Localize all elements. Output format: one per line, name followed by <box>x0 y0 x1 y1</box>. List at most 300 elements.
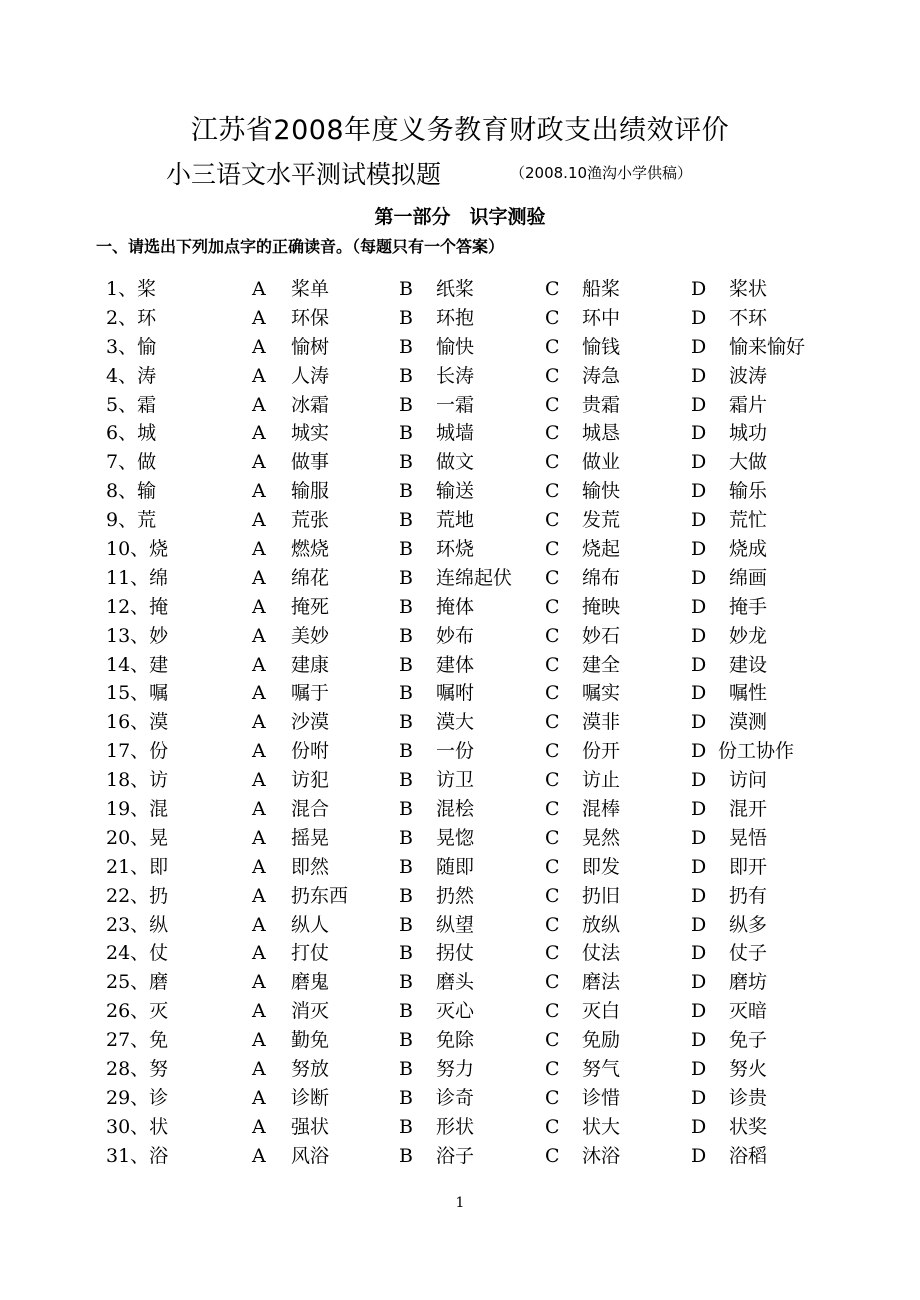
question-row <box>0 593 920 622</box>
option-text: 愉树 <box>291 335 330 358</box>
question-row <box>0 448 920 477</box>
question-label: 23、纵 <box>106 913 169 936</box>
option-text: 燃烧 <box>291 538 330 561</box>
question-label: 29、诊 <box>106 1086 169 1109</box>
option-text: 桨状 <box>729 278 768 300</box>
question-label: 3、愉 <box>106 335 157 358</box>
option-text: 磨头 <box>436 971 475 994</box>
option-text: 状大 <box>582 1115 621 1138</box>
question-row <box>0 622 920 651</box>
option-letter: B <box>399 1144 413 1167</box>
option-letter: D <box>691 566 707 589</box>
option-letter: B <box>399 595 413 618</box>
option-letter: B <box>399 826 413 849</box>
option-letter: A <box>252 711 266 734</box>
question-label: 28、努 <box>106 1058 169 1081</box>
option-letter: D <box>691 711 707 734</box>
option-text: 磨法 <box>582 971 621 994</box>
question-label: 30、状 <box>106 1115 169 1138</box>
option-text: 即开 <box>729 855 768 878</box>
question-label: 21、即 <box>106 855 169 878</box>
option-text: 人涛 <box>291 364 330 387</box>
option-text: 掩手 <box>729 595 768 618</box>
option-text: 漠非 <box>582 711 621 734</box>
option-letter: B <box>399 393 413 416</box>
question-label: 12、掩 <box>106 595 169 618</box>
question-label: 9、荒 <box>106 509 157 532</box>
option-text: 不环 <box>729 306 768 329</box>
option-text: 愉来愉好 <box>729 335 806 358</box>
option-text: 荒张 <box>291 509 330 532</box>
option-letter: D <box>691 682 707 705</box>
document-subtitle: 小三语文水平测试模拟题 <box>166 160 442 189</box>
question-label: 15、嘱 <box>106 682 169 705</box>
option-text: 长涛 <box>436 364 475 387</box>
option-text: 份工协作 <box>718 740 795 763</box>
option-letter: D <box>691 624 707 647</box>
option-text: 访卫 <box>436 769 475 792</box>
option-letter: B <box>399 306 413 329</box>
option-letter: D <box>691 509 707 532</box>
question-row <box>0 651 920 680</box>
option-text: 免子 <box>729 1029 768 1052</box>
option-letter: A <box>252 509 266 532</box>
question-label: 24、仗 <box>106 942 169 965</box>
question-row <box>0 679 920 708</box>
option-text: 摇晃 <box>291 826 330 849</box>
option-letter: D <box>691 798 707 821</box>
option-text: 份咐 <box>291 740 330 763</box>
option-letter: D <box>691 826 707 849</box>
option-letter: B <box>399 509 413 532</box>
option-letter: A <box>252 480 266 503</box>
option-letter: C <box>545 711 560 734</box>
option-text: 建设 <box>729 653 768 676</box>
option-letter: A <box>252 1000 266 1023</box>
option-letter: B <box>399 1115 413 1138</box>
option-text: 免励 <box>582 1029 621 1052</box>
option-text: 强状 <box>291 1115 330 1138</box>
question-row <box>0 477 920 506</box>
option-letter: C <box>545 451 560 474</box>
option-letter: C <box>545 1115 560 1138</box>
option-text: 荒忙 <box>729 509 768 532</box>
option-text: 漠测 <box>729 711 768 734</box>
option-text: 诊奇 <box>436 1086 475 1109</box>
question-row <box>0 275 920 304</box>
option-text: 访问 <box>729 769 768 792</box>
option-text: 输乐 <box>729 480 768 503</box>
option-text: 连绵起伏 <box>436 566 513 589</box>
option-letter: C <box>545 826 560 849</box>
option-letter: A <box>252 913 266 936</box>
option-letter: D <box>691 451 707 474</box>
option-text: 绵布 <box>582 566 621 589</box>
option-text: 晃惚 <box>436 826 475 849</box>
option-letter: D <box>691 942 707 965</box>
question-row <box>0 564 920 593</box>
question-label: 14、建 <box>106 653 169 676</box>
option-letter: C <box>545 682 560 705</box>
option-letter: A <box>252 1086 266 1109</box>
option-letter: D <box>691 740 707 763</box>
option-text: 荒地 <box>436 509 475 532</box>
question-label: 2、环 <box>106 306 157 329</box>
option-letter: B <box>399 884 413 907</box>
option-letter: A <box>252 306 266 329</box>
option-text: 纸桨 <box>436 278 475 300</box>
option-text: 风浴 <box>291 1144 330 1167</box>
option-letter: D <box>691 1086 707 1109</box>
question-row <box>0 882 920 911</box>
question-label: 25、磨 <box>106 971 169 994</box>
option-text: 做事 <box>291 451 330 474</box>
option-text: 努气 <box>582 1058 621 1081</box>
option-text: 一霜 <box>436 393 475 416</box>
option-text: 冰霜 <box>291 393 330 416</box>
option-text: 做业 <box>582 451 621 474</box>
option-text: 访止 <box>582 769 621 792</box>
option-letter: B <box>399 1029 413 1052</box>
option-letter: C <box>545 595 560 618</box>
option-letter: A <box>252 826 266 849</box>
option-text: 嘱咐 <box>436 682 475 705</box>
option-text: 环烧 <box>436 538 475 561</box>
option-letter: C <box>545 1000 560 1023</box>
option-letter: A <box>252 566 266 589</box>
question-row <box>0 362 920 391</box>
option-text: 贵霜 <box>582 393 621 416</box>
option-letter: C <box>545 364 560 387</box>
option-letter: B <box>399 538 413 561</box>
option-letter: C <box>545 653 560 676</box>
option-text: 城功 <box>729 422 768 445</box>
question-row <box>0 1026 920 1055</box>
option-text: 努火 <box>729 1058 768 1081</box>
question-row <box>0 304 920 333</box>
option-letter: A <box>252 624 266 647</box>
source-note: （2008.10渔沟小学供稿） <box>510 164 693 182</box>
option-letter: C <box>545 278 560 300</box>
option-letter: D <box>691 1058 707 1081</box>
option-letter: A <box>252 422 266 445</box>
option-text: 嘱于 <box>291 682 330 705</box>
option-letter: C <box>545 624 560 647</box>
option-text: 桨单 <box>291 278 330 300</box>
question-row <box>0 1142 920 1171</box>
option-letter: B <box>399 1058 413 1081</box>
option-text: 城实 <box>291 422 330 445</box>
option-letter: D <box>691 913 707 936</box>
option-letter: B <box>399 422 413 445</box>
question-list <box>0 275 920 1171</box>
option-letter: C <box>545 538 560 561</box>
option-letter: B <box>399 971 413 994</box>
option-text: 扔东西 <box>291 884 349 907</box>
option-letter: C <box>545 1086 560 1109</box>
option-text: 扔有 <box>729 884 768 907</box>
option-text: 嘱实 <box>582 682 621 705</box>
option-text: 晃然 <box>582 826 621 849</box>
question-row <box>0 535 920 564</box>
question-row <box>0 911 920 940</box>
option-text: 诊惜 <box>582 1086 621 1109</box>
option-letter: A <box>252 798 266 821</box>
question-label: 22、扔 <box>106 884 169 907</box>
part-title: 第一部分 识字测验 <box>374 206 546 228</box>
option-text: 努放 <box>291 1058 330 1081</box>
option-text: 灭暗 <box>729 1000 768 1023</box>
option-letter: C <box>545 855 560 878</box>
option-text: 输服 <box>291 480 330 503</box>
question-row <box>0 824 920 853</box>
option-text: 即然 <box>291 855 330 878</box>
option-letter: A <box>252 1144 266 1167</box>
option-text: 随即 <box>436 855 475 878</box>
option-text: 勤免 <box>291 1029 330 1052</box>
option-letter: C <box>545 422 560 445</box>
option-letter: A <box>252 653 266 676</box>
option-text: 建康 <box>291 653 330 676</box>
question-label: 13、妙 <box>106 624 169 647</box>
option-text: 大做 <box>729 451 768 474</box>
option-text: 妙布 <box>436 624 475 647</box>
option-text: 混棒 <box>582 798 621 821</box>
option-letter: C <box>545 740 560 763</box>
question-row <box>0 1084 920 1113</box>
option-letter: D <box>691 335 707 358</box>
option-text: 磨坊 <box>729 971 768 994</box>
option-letter: C <box>545 566 560 589</box>
question-label: 7、做 <box>106 451 157 474</box>
option-text: 形状 <box>436 1115 475 1138</box>
question-row <box>0 968 920 997</box>
question-row <box>0 853 920 882</box>
option-text: 一份 <box>436 740 475 763</box>
option-letter: D <box>691 364 707 387</box>
option-text: 美妙 <box>291 624 330 647</box>
question-label: 6、城 <box>106 422 157 445</box>
option-letter: D <box>691 1000 707 1023</box>
question-row <box>0 419 920 448</box>
option-letter: A <box>252 538 266 561</box>
question-label: 20、晃 <box>106 826 169 849</box>
option-letter: C <box>545 769 560 792</box>
question-row <box>0 1055 920 1084</box>
option-text: 烧起 <box>582 538 621 561</box>
option-letter: C <box>545 509 560 532</box>
option-letter: A <box>252 740 266 763</box>
question-label: 11、绵 <box>106 566 169 589</box>
option-text: 愉快 <box>436 335 475 358</box>
option-letter: A <box>252 393 266 416</box>
option-letter: A <box>252 278 266 300</box>
option-text: 发荒 <box>582 509 621 532</box>
option-text: 打仗 <box>291 942 330 965</box>
option-text: 混合 <box>291 798 330 821</box>
option-letter: D <box>691 855 707 878</box>
option-letter: D <box>691 595 707 618</box>
option-letter: B <box>399 566 413 589</box>
option-letter: A <box>252 769 266 792</box>
option-text: 份开 <box>582 740 621 763</box>
option-letter: B <box>399 682 413 705</box>
option-text: 状奖 <box>729 1115 768 1138</box>
option-text: 访犯 <box>291 769 330 792</box>
option-letter: B <box>399 913 413 936</box>
option-text: 纵望 <box>436 913 475 936</box>
option-text: 磨鬼 <box>291 971 330 994</box>
option-letter: B <box>399 335 413 358</box>
option-letter: B <box>399 711 413 734</box>
option-text: 掩死 <box>291 595 330 618</box>
option-text: 嘱性 <box>729 682 768 705</box>
option-letter: A <box>252 1115 266 1138</box>
option-letter: A <box>252 884 266 907</box>
option-text: 漠大 <box>436 711 475 734</box>
option-text: 输快 <box>582 480 621 503</box>
option-text: 诊贵 <box>729 1086 768 1109</box>
document-title: 江苏省2008年度义务教育财政支出绩效评价 <box>190 115 730 146</box>
option-letter: A <box>252 971 266 994</box>
option-text: 绵花 <box>291 566 330 589</box>
option-text: 消灭 <box>291 1000 330 1023</box>
question-label: 16、漠 <box>106 711 169 734</box>
option-letter: D <box>691 422 707 445</box>
question-row <box>0 939 920 968</box>
option-text: 环中 <box>582 306 621 329</box>
option-text: 烧成 <box>729 538 768 561</box>
option-letter: A <box>252 682 266 705</box>
option-letter: A <box>252 364 266 387</box>
option-letter: C <box>545 1144 560 1167</box>
option-letter: D <box>691 1115 707 1138</box>
option-text: 纵多 <box>729 913 768 936</box>
option-letter: C <box>545 971 560 994</box>
option-letter: D <box>691 1144 707 1167</box>
option-text: 掩体 <box>436 595 475 618</box>
question-label: 5、霜 <box>106 393 157 416</box>
option-text: 妙石 <box>582 624 621 647</box>
option-letter: C <box>545 1058 560 1081</box>
option-text: 霜片 <box>729 393 768 416</box>
question-row <box>0 391 920 420</box>
option-letter: B <box>399 364 413 387</box>
option-text: 城恳 <box>582 422 621 445</box>
question-row <box>0 333 920 362</box>
option-text: 诊断 <box>291 1086 330 1109</box>
option-letter: D <box>691 306 707 329</box>
question-label: 26、灭 <box>106 1000 169 1023</box>
question-label: 8、输 <box>106 480 157 503</box>
option-letter: A <box>252 1029 266 1052</box>
option-text: 放纵 <box>582 913 621 936</box>
option-text: 浴稻 <box>729 1144 768 1167</box>
option-text: 沙漠 <box>291 711 330 734</box>
option-letter: B <box>399 624 413 647</box>
question-row <box>0 1113 920 1142</box>
question-row <box>0 795 920 824</box>
option-letter: C <box>545 335 560 358</box>
option-text: 环保 <box>291 306 330 329</box>
option-text: 灭心 <box>436 1000 475 1023</box>
option-text: 仗法 <box>582 942 621 965</box>
question-row <box>0 997 920 1026</box>
option-letter: A <box>252 1058 266 1081</box>
option-letter: B <box>399 1086 413 1109</box>
option-text: 建体 <box>436 653 475 676</box>
option-letter: D <box>691 393 707 416</box>
question-label: 17、份 <box>106 740 169 763</box>
option-letter: C <box>545 942 560 965</box>
question-label: 4、涛 <box>106 364 157 387</box>
option-text: 浴子 <box>436 1144 475 1167</box>
option-text: 晃悟 <box>729 826 768 849</box>
option-letter: B <box>399 798 413 821</box>
option-text: 扔旧 <box>582 884 621 907</box>
option-letter: D <box>691 538 707 561</box>
option-text: 做文 <box>436 451 475 474</box>
option-letter: B <box>399 451 413 474</box>
option-letter: B <box>399 1000 413 1023</box>
option-letter: A <box>252 595 266 618</box>
option-text: 扔然 <box>436 884 475 907</box>
option-letter: C <box>545 884 560 907</box>
option-letter: B <box>399 855 413 878</box>
question-instruction: 一、请选出下列加点字的正确读音。（每题只有一个答案） <box>96 237 505 256</box>
question-label: 1、桨 <box>106 278 157 300</box>
page-number: 1 <box>455 1195 465 1211</box>
option-letter: C <box>545 393 560 416</box>
option-text: 建全 <box>582 653 621 676</box>
option-text: 纵人 <box>291 913 330 936</box>
option-letter: C <box>545 480 560 503</box>
option-text: 波涛 <box>729 364 768 387</box>
question-row <box>0 506 920 535</box>
option-letter: B <box>399 278 413 300</box>
option-letter: C <box>545 306 560 329</box>
option-text: 城墙 <box>436 422 475 445</box>
option-text: 涛急 <box>582 364 621 387</box>
option-letter: A <box>252 335 266 358</box>
option-text: 妙龙 <box>729 624 768 647</box>
option-letter: C <box>545 913 560 936</box>
option-letter: D <box>691 653 707 676</box>
question-label: 10、烧 <box>106 538 169 561</box>
option-letter: B <box>399 769 413 792</box>
option-letter: B <box>399 653 413 676</box>
option-text: 混桧 <box>436 798 475 821</box>
option-text: 灭白 <box>582 1000 621 1023</box>
option-letter: B <box>399 740 413 763</box>
option-text: 免除 <box>436 1029 475 1052</box>
option-letter: D <box>691 278 707 300</box>
option-letter: D <box>691 971 707 994</box>
option-text: 环抱 <box>436 306 475 329</box>
question-row <box>0 737 920 766</box>
option-letter: D <box>691 480 707 503</box>
option-text: 输送 <box>436 480 475 503</box>
option-letter: D <box>691 769 707 792</box>
option-text: 掩映 <box>582 595 621 618</box>
option-text: 绵画 <box>729 566 768 589</box>
question-row <box>0 708 920 737</box>
option-text: 沐浴 <box>582 1144 621 1167</box>
option-letter: A <box>252 451 266 474</box>
option-text: 船桨 <box>582 278 621 300</box>
question-label: 31、浴 <box>106 1144 169 1167</box>
option-text: 仗子 <box>729 942 768 965</box>
